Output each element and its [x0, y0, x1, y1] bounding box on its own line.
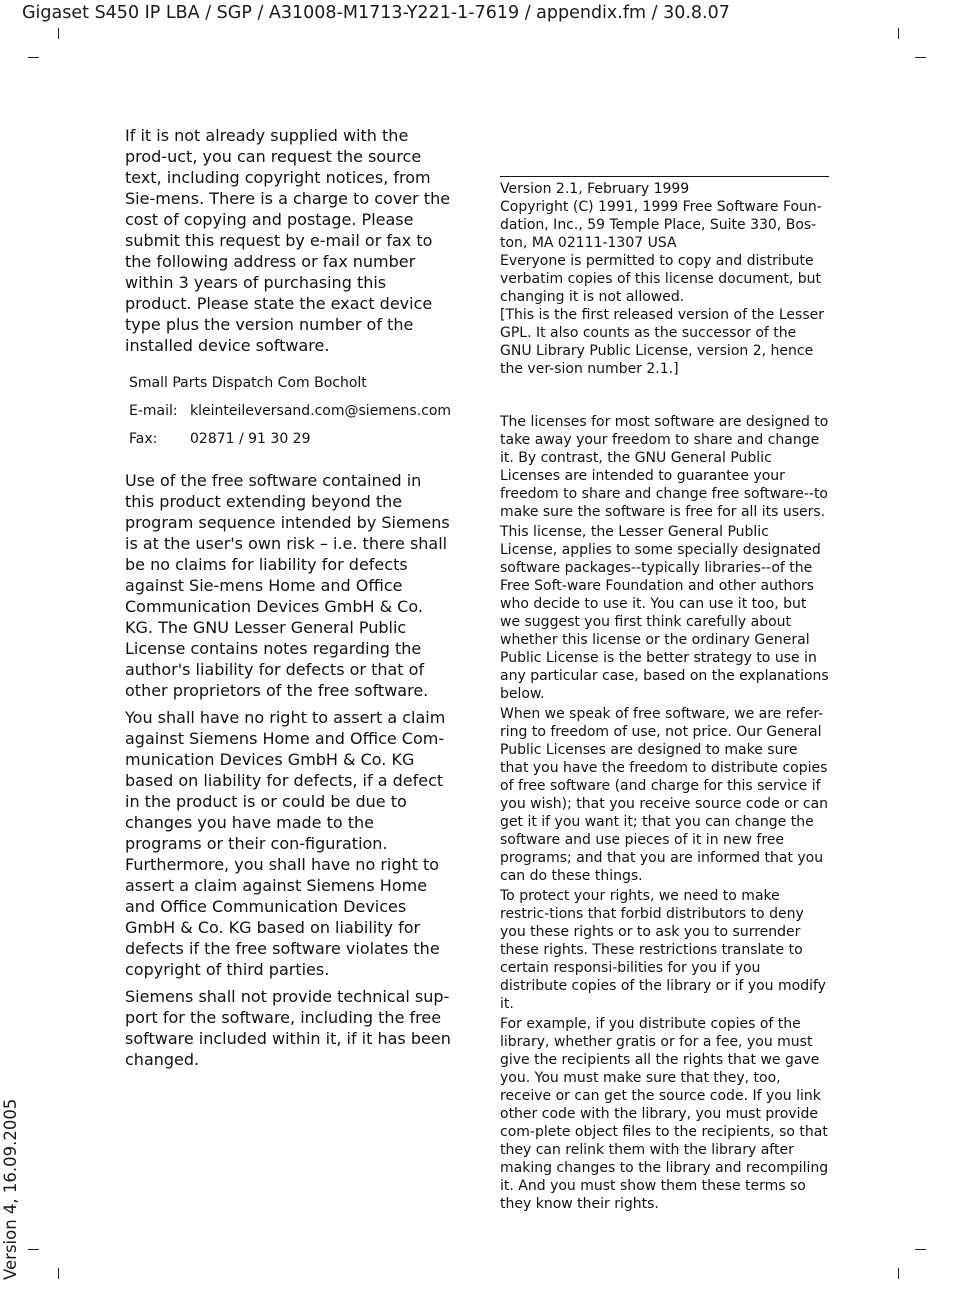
- license-version: Version 2.1, February 1999: [500, 181, 690, 197]
- preamble-paragraph: This license, the Lesser General Public License, applies to some specially designated software packages--typically libraries--of the Free Soft-ware Foundation and other authors who decide to use it. You can use it too, but we suggest you first think carefully about whether this license or the ordinary General Public License is the better strategy to use in any particular case, based on the explanations below.: [500, 524, 829, 702]
- paragraph-risk: Use of the free software contained in this product extending beyond the program sequence intended by Siemens is at the user's own risk – i.e. there shall be no claims for liability for defects against Sie-mens Home and Office Communication Devices GmbH & Co. KG. The GNU Lesser General Public License contains notes regarding the author's liability for defects or that of other proprietors of the free software.: [125, 471, 450, 700]
- preamble-paragraph: The licenses for most software are designed to take away your freedom to share and change it. By contrast, the GNU General Public Licenses are intended to guarantee your freedom to share and change free software--to make sure the software is free for all its users.: [500, 414, 829, 520]
- crop-mark-top-right-h: [915, 57, 926, 58]
- crop-mark-bottom-left: [58, 1268, 59, 1279]
- preamble-block: [500, 413, 829, 1213]
- crop-mark-bottom-left-h: [28, 1249, 39, 1250]
- fax-value: 02871 / 91 30 29: [190, 431, 311, 447]
- crop-mark-top-left-h: [28, 57, 39, 58]
- paragraph-claims: You shall have no right to assert a claim against Siemens Home and Office Com-munication Devices GmbH & Co. KG based on liability for defects, if a defect in the product is or could be due to changes you have made to the programs or their con-figuration. Furthermore, you shall have no right to assert a claim against Siemens Home and Office Communication Devices GmbH & Co. KG based on liability for defects if the free software violates the copyright of third parties.: [125, 708, 446, 979]
- header-rule: [500, 176, 829, 177]
- license-copyright: Copyright (C) 1991, 1999 Free Software Foun-dation, Inc., 59 Temple Place, Suite 330, Bos-ton, MA 02111-1307 USA: [500, 199, 822, 251]
- address-fax-row: [129, 425, 455, 453]
- preamble-paragraph: For example, if you distribute copies of the library, whether gratis or for a fee, you must give the recipients all the rights that we gave you. You must make sure that they, too, receive or can get the source code. If you link other code with the library, you must provide com-plete object files to the recipients, so that they can relink them with the library after making changes to the library and recompiling it. And you must show them these terms so they know their rights.: [500, 1016, 829, 1212]
- right-column: [500, 176, 829, 1213]
- license-header-block: [500, 180, 829, 378]
- fax-label: Fax:: [129, 431, 158, 447]
- address-name: Small Parts Dispatch Com Bocholt: [129, 375, 367, 391]
- license-note: [This is the first released version of the Lesser GPL. It also counts as the successor of the GNU Library Public License, version 2, hence the ver-sion number 2.1.]: [500, 307, 824, 377]
- address-name-row: [129, 369, 455, 397]
- left-column: [125, 125, 455, 1070]
- preamble-paragraph: When we speak of free software, we are refer-ring to freedom of use, not price. Our General Public Licenses are designed to make sure that you have the freedom to distribute copies of free software (and charge for this service if you wish); that you receive source code or can get it if you want it; that you can change the software and use pieces of it in new free programs; and that you are informed that you can do these things.: [500, 706, 829, 884]
- email-value: kleinteileversand.com@siemens.com: [190, 403, 452, 419]
- address-block: [129, 369, 455, 453]
- crop-mark-top-right: [898, 28, 899, 39]
- document-header: Gigaset S450 IP LBA / SGP / A31008-M1713-Y221-1-7619 / appendix.fm / 30.8.07: [22, 3, 730, 23]
- crop-mark-bottom-right-h: [915, 1249, 926, 1250]
- version-side-note: Version 4, 16.09.2005: [1, 1098, 20, 1280]
- paragraph-support: Siemens shall not provide technical sup-port for the software, including the free software included within it, if it has been changed.: [125, 987, 451, 1069]
- preamble-paragraph: To protect your rights, we need to make restric-tions that forbid distributors to deny you these rights or to ask you to surrender these rights. These restrictions translate to certain responsi-bilities for you if you distribute copies of the library or if you modify it.: [500, 888, 826, 1012]
- intro-paragraph: If it is not already supplied with the prod-uct, you can request the source text, including copyright notices, from Sie-mens. There is a charge to cover the cost of copying and postage. Please submit this request by e-mail or fax to the following address or fax number within 3 years of purchasing this product. Please state the exact device type plus the version number of the installed device software.: [125, 126, 451, 355]
- email-label: E-mail:: [129, 403, 178, 419]
- crop-mark-top-left: [58, 28, 59, 39]
- crop-mark-bottom-right: [898, 1268, 899, 1279]
- license-permission: Everyone is permitted to copy and distribute verbatim copies of this license document, but changing it is not allowed.: [500, 253, 822, 305]
- address-email-row: [129, 397, 455, 425]
